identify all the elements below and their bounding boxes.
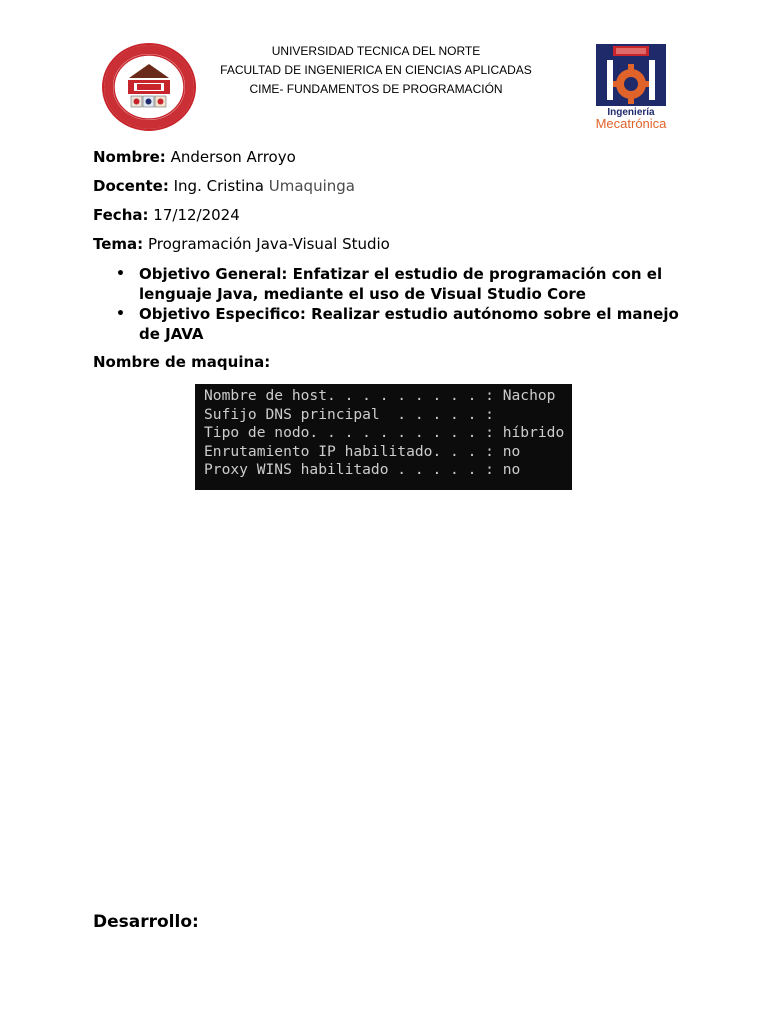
section-title-desarrollo: Desarrollo:	[93, 912, 199, 932]
fecha-label: Fecha:	[93, 206, 149, 224]
fecha-value: 17/12/2024	[153, 206, 240, 224]
terminal-line: Sufijo DNS principal . . . . . :	[204, 405, 494, 423]
nombre-value: Anderson Arroyo	[170, 148, 296, 166]
objective-especifico-text: Objetivo Especifico: Realizar estudio autónomo sobre el manejo de JAVA	[139, 305, 679, 343]
utn-seal-logo	[101, 42, 197, 132]
tema-field	[93, 234, 390, 254]
tema-label: Tema:	[93, 235, 144, 253]
docente-label: Docente:	[93, 177, 169, 195]
mecatronica-logo-line1: Ingeniería	[607, 107, 655, 118]
mecatronica-logo	[585, 42, 677, 132]
faculty-name: FACULTAD DE INGENIERICA EN CIENCIAS APLICADAS	[220, 63, 532, 77]
objectives-list	[93, 264, 683, 344]
objective-general-text: Objetivo General: Enfatizar el estudio de programación con el lenguaje Java, mediante el uso de Visual Studio Core	[139, 265, 663, 303]
machine-name-label	[93, 352, 270, 372]
docente-value-1: Ing. Cristina	[173, 177, 264, 195]
bullet-icon: •	[116, 306, 125, 322]
objective-especifico	[93, 304, 683, 344]
bullet-icon: •	[116, 266, 125, 282]
terminal-line: Nombre de host. . . . . . . . . : Nachop	[204, 387, 556, 404]
university-name: UNIVERSIDAD TECNICA DEL NORTE	[271, 44, 481, 58]
terminal-line: Tipo de nodo. . . . . . . . . . : híbrido	[204, 424, 565, 441]
docente-field	[93, 176, 355, 196]
terminal-line: Enrutamiento IP habilitado. . . : no	[204, 442, 521, 460]
terminal-line: Proxy WINS habilitado . . . . . : no	[204, 461, 521, 478]
mecatronica-logo-line2: Mecatrónica	[595, 116, 667, 131]
objective-general	[93, 264, 683, 304]
docente-value-2: Umaquinga	[268, 177, 355, 195]
fecha-field	[93, 205, 240, 225]
terminal-screenshot	[195, 384, 572, 490]
machine-name-label-text: Nombre de maquina:	[93, 353, 271, 371]
nombre-label: Nombre:	[93, 148, 166, 166]
tema-value: Programación Java-Visual Studio	[147, 235, 390, 253]
nombre-field	[93, 147, 296, 167]
course-name: CIME- FUNDAMENTOS DE PROGRAMACIÓN	[249, 82, 503, 96]
